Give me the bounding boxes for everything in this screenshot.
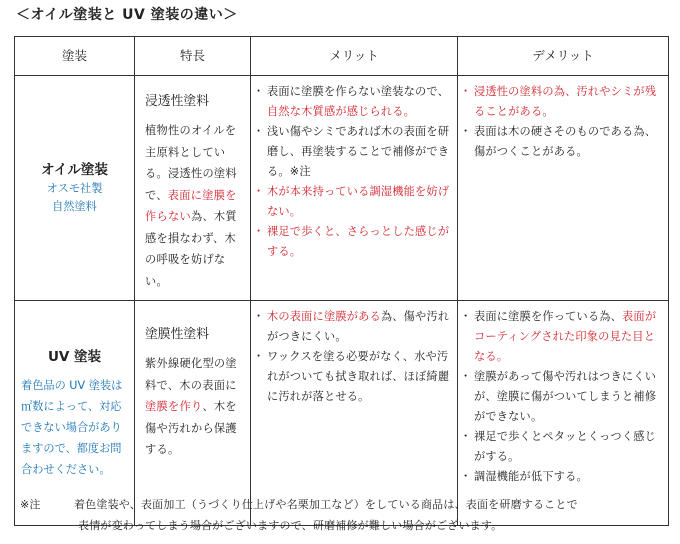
uv-label-cell: [15, 301, 135, 526]
comparison-table: [14, 36, 669, 526]
uv-coating-name: UV 塗装: [47, 348, 102, 365]
uv-demerits-cell: [458, 301, 669, 526]
uv-feature-cell: [135, 301, 251, 526]
oil-merits-cell: [251, 76, 458, 301]
header-coating: 塗装: [15, 37, 135, 76]
uv-merit-2: ・ ワックスを塗る必要がなく、水や汚れがついても拭き取れば、ほぼ綺麗に汚れが落とせる。: [257, 347, 451, 407]
table-row-oil: [15, 76, 669, 301]
oil-coating-name: オイル塗装: [41, 162, 108, 178]
oil-natural-paint: 自然塗料: [52, 200, 97, 213]
oil-merit-3: ・ 木が本来持っている調湿機能を妨げない。: [257, 182, 451, 222]
uv-demerit-3: ・ 裸足で歩くとペタッとくっつく感じがする。: [464, 427, 662, 467]
oil-merit-4: ・ 裸足で歩くと、さらっとした感じがする。: [257, 222, 451, 262]
oil-brand: オスモ社製: [46, 182, 103, 195]
footnote-line-1: ※注 着色塗装や、表面加工（うづくり仕上げや名栗加工など）をしている商品は、表面を研磨することで: [20, 494, 578, 515]
oil-demerit-2: ・ 表面は木の硬さそのものである為、傷がつくことがある。: [464, 122, 662, 162]
uv-merit-1: ・ 木の表面に塗膜がある為、傷や汚れがつきにくい。: [257, 307, 451, 347]
uv-merits-cell: [251, 301, 458, 526]
oil-demerit-1: ・ 浸透性の塗料の為、汚れやシミが残ることがある。: [464, 82, 662, 122]
oil-merit-2: ・ 浅い傷やシミであれば木の表面を研磨し、再塗装することで補修ができる。※注: [257, 122, 451, 182]
oil-merit-1: ・ 表面に塗膜を作らない塗装なので、自然な木質感が感じられる。: [257, 82, 451, 122]
table-row-uv: [15, 301, 669, 526]
footnote: [20, 494, 578, 536]
footnote-mark: ※注: [20, 498, 41, 511]
footnote-line-2: 表情が変わってしまう場合がございますので、研磨補修が難しい場合がございます。: [78, 519, 503, 532]
uv-note: 着色品の UV 塗装は㎡数によって、対応できない場合がありますので、都度お問合わせください。: [21, 378, 123, 476]
uv-demerit-2: ・ 塗膜があって傷や汚れはつきにくいが、塗膜に傷がついてしまうと補修ができない。: [464, 367, 662, 427]
uv-demerit-1: ・ 表面に塗膜を作っている為、表面がコーティングされた印象の見た目となる。: [464, 307, 662, 367]
oil-feature-title: 浸透性塗料: [145, 94, 209, 109]
oil-label-cell: [15, 76, 135, 301]
header-features: 特長: [135, 37, 251, 76]
uv-demerit-4: ・ 調湿機能が低下する。: [464, 467, 662, 487]
table-header-row: [15, 37, 669, 76]
uv-feature-title: 塗膜性塗料: [145, 327, 209, 342]
oil-demerits-cell: [458, 76, 669, 301]
oil-feature-cell: [135, 76, 251, 301]
oil-feature-body: 植物性のオイルを主原料としている。浸透性の塗料で、表面に塗膜を作らない為、木質感を損なわず、木の呼吸を妨げない。: [145, 124, 237, 288]
uv-feature-body: 紫外線硬化型の塗料で、木の表面に塗膜を作り、木を傷や汚れから保護する。: [145, 357, 237, 456]
page-title: ＜オイル塗装と UV 塗装の違い＞: [16, 7, 238, 23]
header-demerits: デメリット: [458, 37, 669, 76]
header-merits: メリット: [251, 37, 458, 76]
